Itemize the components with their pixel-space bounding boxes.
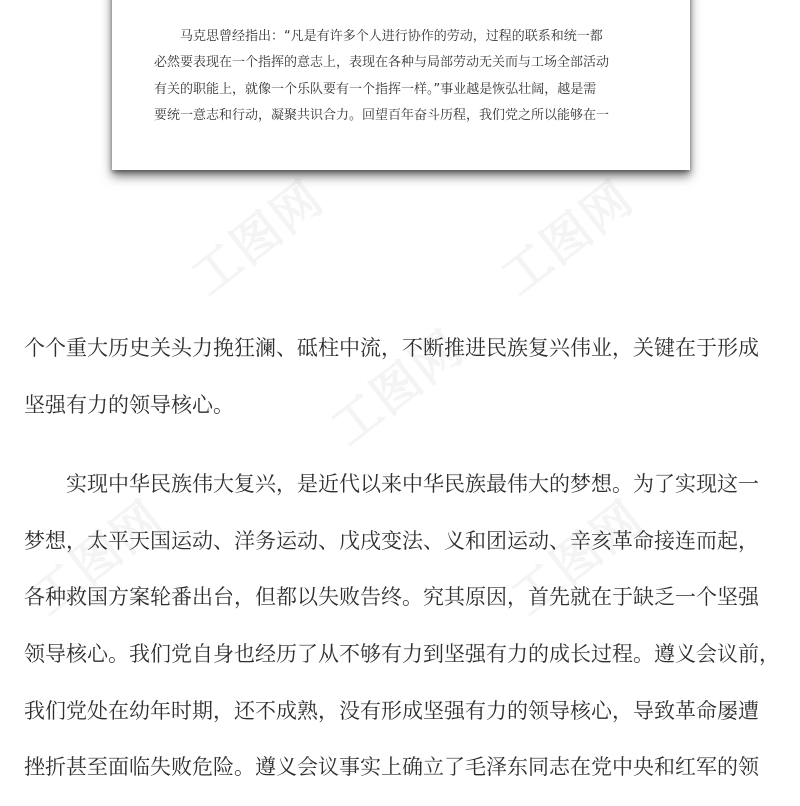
article-body	[24, 330, 780, 806]
article-line: 我们党处在幼年时期，还不成熟，没有形成坚强有力的领导核心，导致革命屡遭	[24, 698, 759, 723]
article-paragraph-2	[24, 466, 780, 806]
article-line: 坚强有力的领导核心。	[24, 392, 234, 417]
watermark: 工图网	[21, 489, 175, 627]
article-line: 领导核心。我们党自身也经历了从不够有力到坚强有力的成长过程。遵义会议前，	[24, 641, 780, 666]
article-line: 实现中华民族伟大复兴，是近代以来中华民族最伟大的梦想。为了实现这一	[66, 472, 759, 497]
article-line: 个个重大历史关头力挽狂澜、砥柱中流，不断推进民族复兴伟业，关键在于形成	[24, 336, 759, 360]
quote-line: 必然要表现在一个指挥的意志上，表现在各种与局部劳动无关而与工场全部活动	[154, 55, 610, 71]
quote-line: 马克思曾经指出：“凡是有许多个人进行协作的劳动，过程的联系和统一都	[180, 29, 603, 44]
quote-card	[112, 0, 690, 170]
quote-line: 要统一意志和行动，凝聚共识合力。回望百年奋斗历程，我们党之所以能够在一	[154, 107, 610, 123]
watermark: 工图网	[321, 319, 475, 457]
watermark: 工图网	[181, 169, 335, 307]
article-line: 梦想，太平天国运动、洋务运动、戊戌变法、义和团运动、辛亥革命接连而起，	[24, 528, 759, 553]
article-paragraph-1	[24, 330, 780, 443]
quote-text	[154, 24, 654, 129]
article-line: 挫折甚至面临失败危险。遵义会议事实上确立了毛泽东同志在党中央和红军的领	[24, 755, 759, 780]
watermark: 工图网	[501, 489, 655, 627]
watermark: 工图网	[491, 169, 645, 307]
quote-line: 有关的职能上，就像一个乐队要有一个指挥一样。”事业越是恢弘壮阔，越是需	[154, 81, 597, 97]
article-line: 各种救国方案轮番出台，但都以失败告终。究其原因，首先就在于缺乏一个坚强	[24, 585, 759, 610]
paragraph-gap	[24, 443, 780, 466]
